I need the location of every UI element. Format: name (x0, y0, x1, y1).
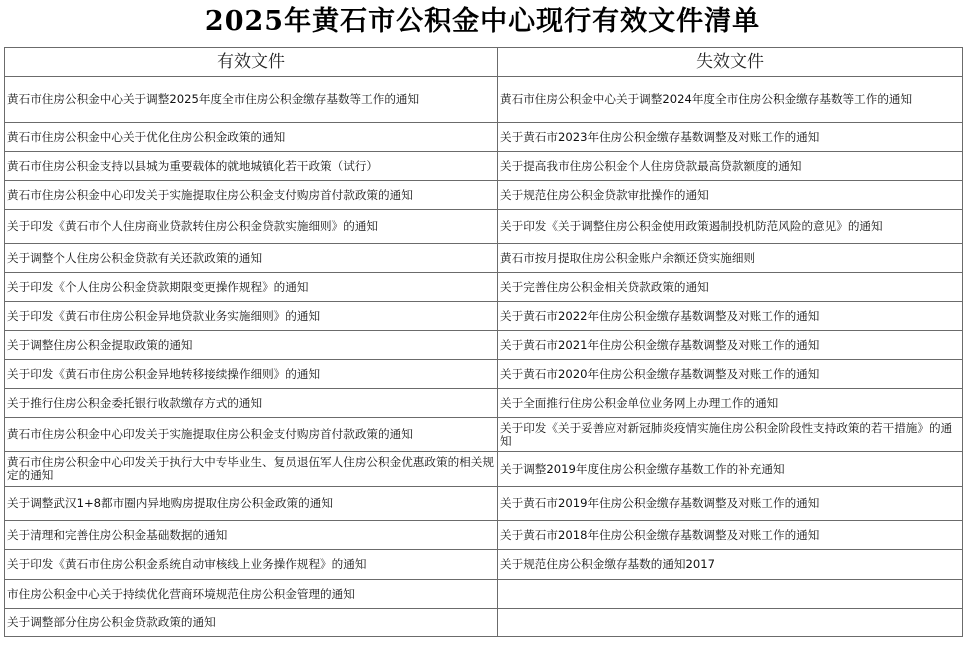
invalid-file-cell: 关于黄石市2023年住房公积金缴存基数调整及对账工作的通知 (498, 123, 963, 152)
file-list-table (4, 47, 963, 637)
valid-file-cell: 市住房公积金中心关于持续优化营商环境规范住房公积金管理的通知 (5, 580, 498, 609)
valid-file-cell: 黄石市住房公积金支持以县城为重要载体的就地城镇化若干政策（试行） (5, 152, 498, 181)
table-body (5, 77, 963, 637)
invalid-file-cell: 关于规范住房公积金缴存基数的通知2017 (498, 550, 963, 580)
valid-file-cell: 关于调整住房公积金提取政策的通知 (5, 331, 498, 360)
valid-file-cell: 关于印发《黄石市个人住房商业贷款转住房公积金贷款实施细则》的通知 (5, 210, 498, 244)
valid-file-cell: 黄石市住房公积金中心印发关于实施提取住房公积金支付购房首付款政策的通知 (5, 418, 498, 452)
table-row (5, 452, 963, 487)
invalid-file-cell: 关于调整2019年度住房公积金缴存基数工作的补充通知 (498, 452, 963, 487)
table-row (5, 580, 963, 609)
table-row (5, 609, 963, 637)
invalid-file-cell: 关于黄石市2021年住房公积金缴存基数调整及对账工作的通知 (498, 331, 963, 360)
table-row (5, 123, 963, 152)
invalid-file-cell: 关于全面推行住房公积金单位业务网上办理工作的通知 (498, 389, 963, 418)
invalid-file-cell: 黄石市住房公积金中心关于调整2024年度全市住房公积金缴存基数等工作的通知 (498, 77, 963, 123)
page-title: 2025年黄石市公积金中心现行有效文件清单 (204, 6, 761, 37)
invalid-file-cell: 关于黄石市2022年住房公积金缴存基数调整及对账工作的通知 (498, 302, 963, 331)
table-row (5, 521, 963, 550)
table-row (5, 550, 963, 580)
table-row (5, 331, 963, 360)
invalid-file-cell: 关于黄石市2020年住房公积金缴存基数调整及对账工作的通知 (498, 360, 963, 389)
invalid-file-cell: 关于完善住房公积金相关贷款政策的通知 (498, 273, 963, 302)
table-row (5, 77, 963, 123)
header-invalid-files: 失效文件 (498, 48, 963, 77)
valid-file-cell: 关于调整武汉1+8都市圈内异地购房提取住房公积金政策的通知 (5, 487, 498, 521)
table-row (5, 273, 963, 302)
invalid-file-cell (498, 609, 963, 637)
valid-file-cell: 关于调整个人住房公积金贷款有关还款政策的通知 (5, 244, 498, 273)
table-row (5, 418, 963, 452)
table-row (5, 152, 963, 181)
valid-file-cell: 关于印发《黄石市住房公积金异地贷款业务实施细则》的通知 (5, 302, 498, 331)
table-row (5, 302, 963, 331)
table-row (5, 389, 963, 418)
valid-file-cell: 关于调整部分住房公积金贷款政策的通知 (5, 609, 498, 637)
invalid-file-cell: 黄石市按月提取住房公积金账户余额还贷实施细则 (498, 244, 963, 273)
valid-file-cell: 黄石市住房公积金中心关于调整2025年度全市住房公积金缴存基数等工作的通知 (5, 77, 498, 123)
valid-file-cell: 关于印发《黄石市住房公积金系统自动审核线上业务操作规程》的通知 (5, 550, 498, 580)
invalid-file-cell (498, 580, 963, 609)
table-row (5, 181, 963, 210)
valid-file-cell: 关于清理和完善住房公积金基础数据的通知 (5, 521, 498, 550)
table-row (5, 360, 963, 389)
valid-file-cell: 黄石市住房公积金中心关于优化住房公积金政策的通知 (5, 123, 498, 152)
invalid-file-cell: 关于提高我市住房公积金个人住房贷款最高贷款额度的通知 (498, 152, 963, 181)
invalid-file-cell: 关于黄石市2019年住房公积金缴存基数调整及对账工作的通知 (498, 487, 963, 521)
table-row (5, 244, 963, 273)
valid-file-cell: 关于推行住房公积金委托银行收款缴存方式的通知 (5, 389, 498, 418)
invalid-file-cell: 关于印发《关于妥善应对新冠肺炎疫情实施住房公积金阶段性支持政策的若干措施》的通知 (498, 418, 963, 452)
valid-file-cell: 关于印发《黄石市住房公积金异地转移接续操作细则》的通知 (5, 360, 498, 389)
table-header-row (5, 48, 963, 77)
invalid-file-cell: 关于印发《关于调整住房公积金使用政策遏制投机防范风险的意见》的通知 (498, 210, 963, 244)
invalid-file-cell: 关于黄石市2018年住房公积金缴存基数调整及对账工作的通知 (498, 521, 963, 550)
valid-file-cell: 黄石市住房公积金中心印发关于执行大中专毕业生、复员退伍军人住房公积金优惠政策的相关规定的通知 (5, 452, 498, 487)
table-row (5, 487, 963, 521)
invalid-file-cell: 关于规范住房公积金贷款审批操作的通知 (498, 181, 963, 210)
valid-file-cell: 黄石市住房公积金中心印发关于实施提取住房公积金支付购房首付款政策的通知 (5, 181, 498, 210)
header-valid-files: 有效文件 (5, 48, 498, 77)
valid-file-cell: 关于印发《个人住房公积金贷款期限变更操作规程》的通知 (5, 273, 498, 302)
table-row (5, 210, 963, 244)
